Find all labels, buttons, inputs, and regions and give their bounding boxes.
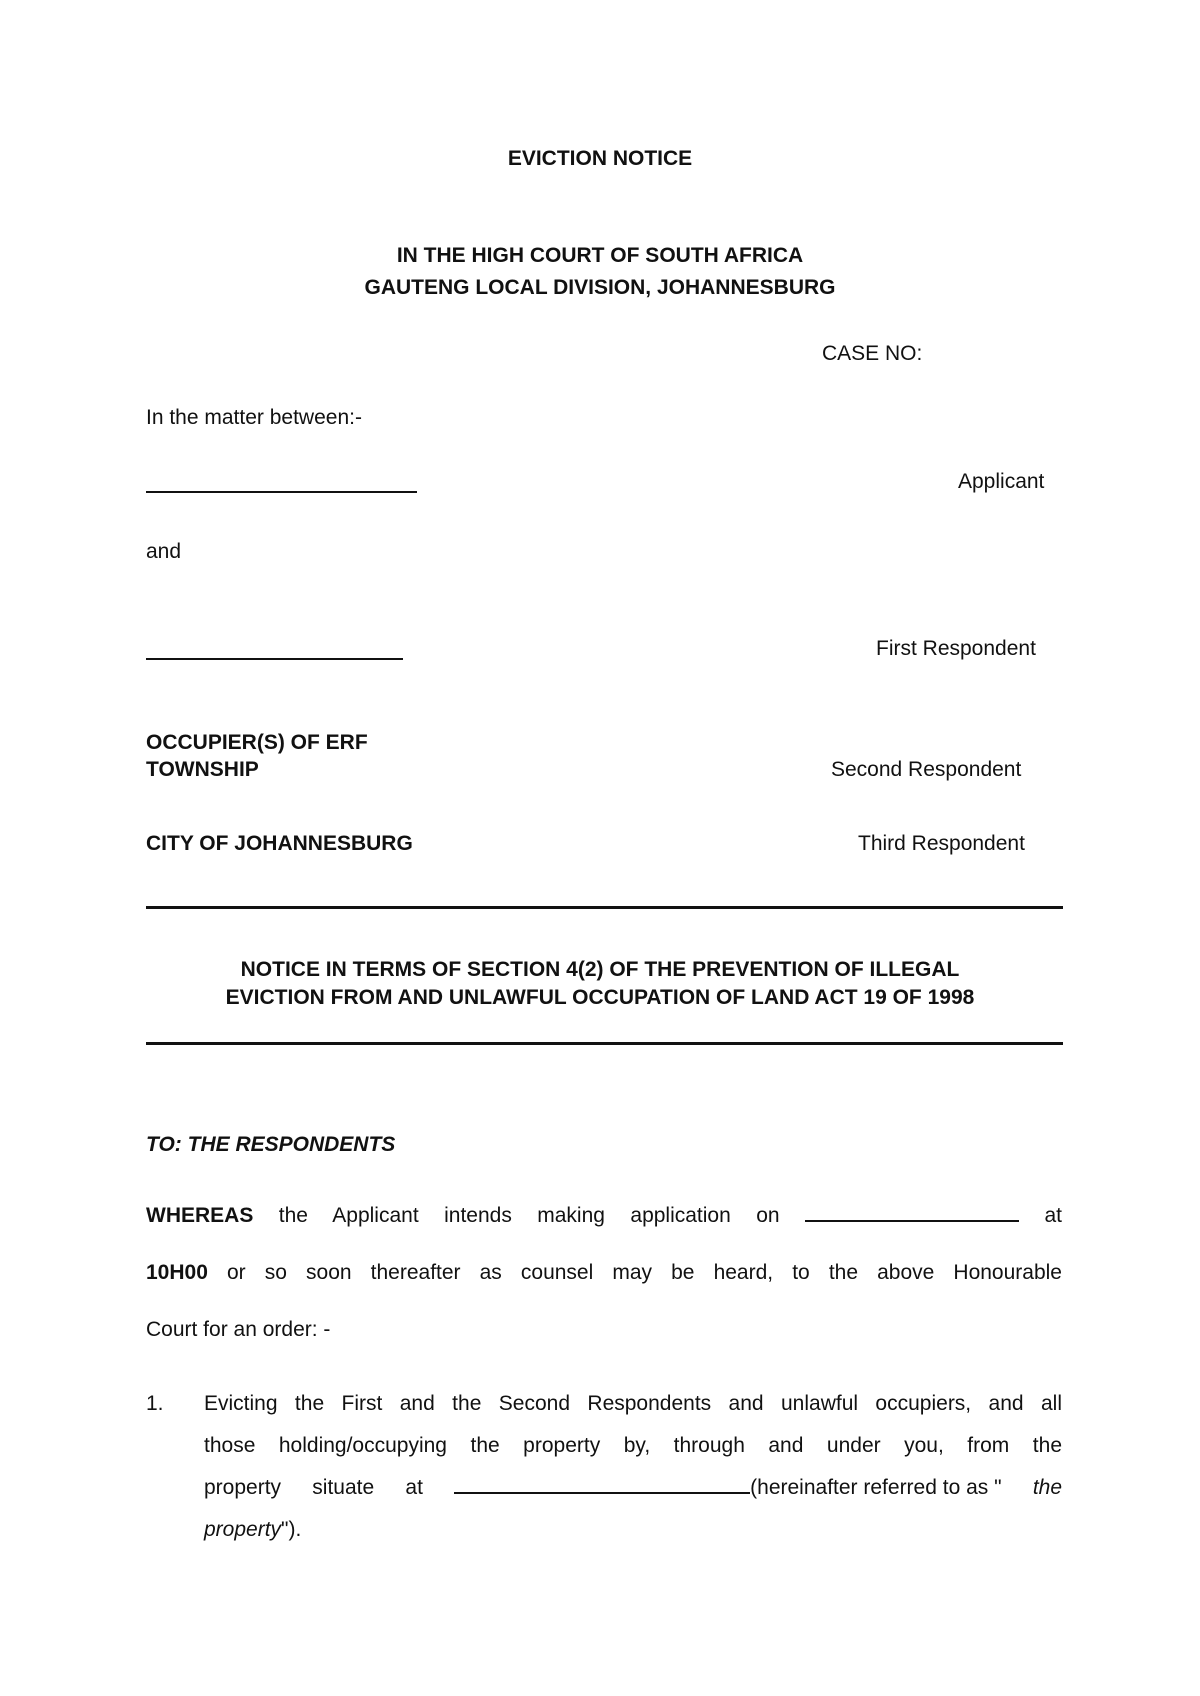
property-situate-text: property situate at xyxy=(204,1476,423,1499)
whereas-at: at xyxy=(1044,1204,1063,1227)
court-name: IN THE HIGH COURT OF SOUTH AFRICA xyxy=(396,244,804,267)
case-number-label: CASE NO: xyxy=(822,342,923,365)
applicant-name-blank xyxy=(146,490,417,493)
hearing-time: 10H00 xyxy=(146,1261,208,1284)
the-italic: the xyxy=(1032,1476,1063,1499)
document-title: EVICTION NOTICE xyxy=(507,147,693,170)
property-address-group xyxy=(454,1476,1001,1500)
order-item-line-1: Evicting the First and the Second Respondents and unlawful occupiers, and all xyxy=(204,1392,1062,1415)
whereas-text-2: or so soon thereafter as counsel may be heard, to the above Honourable xyxy=(226,1261,1062,1284)
whereas-text-1: the Applicant intends making application on xyxy=(278,1204,780,1227)
property-address-blank xyxy=(454,1491,750,1494)
third-respondent-name: CITY OF JOHANNESBURG xyxy=(146,832,413,855)
property-close: "). xyxy=(281,1518,302,1541)
order-item-line-3 xyxy=(204,1476,1062,1500)
whereas-line-3: Court for an order: - xyxy=(146,1318,331,1341)
notice-heading-line2: EVICTION FROM AND UNLAWFUL OCCUPATION OF LAND ACT 19 OF 1998 xyxy=(225,986,975,1009)
to-respondents: TO: THE RESPONDENTS xyxy=(146,1133,396,1156)
second-respondent-label: Second Respondent xyxy=(831,758,1022,781)
court-division: GAUTENG LOCAL DIVISION, JOHANNESBURG xyxy=(364,276,836,299)
hereinafter-text: (hereinafter referred to as " xyxy=(750,1476,1002,1499)
order-item-number: 1. xyxy=(146,1392,164,1415)
top-divider xyxy=(146,906,1063,909)
whereas-keyword: WHEREAS xyxy=(146,1204,254,1227)
order-item-line-4 xyxy=(204,1518,301,1542)
notice-heading-line1: NOTICE IN TERMS OF SECTION 4(2) OF THE PREVENTION OF ILLEGAL xyxy=(240,958,960,981)
first-respondent-name-blank xyxy=(146,657,403,660)
first-respondent-label: First Respondent xyxy=(876,637,1036,660)
and-label: and xyxy=(146,540,182,563)
third-respondent-label: Third Respondent xyxy=(858,832,1025,855)
second-respondent-name-line1: OCCUPIER(S) OF ERF xyxy=(146,731,368,754)
hearing-date-blank xyxy=(805,1219,1019,1222)
property-italic: property xyxy=(204,1518,282,1541)
second-respondent-name-line2: TOWNSHIP xyxy=(146,758,259,781)
bottom-divider xyxy=(146,1042,1063,1045)
matter-between: In the matter between:- xyxy=(146,406,362,429)
whereas-line-2 xyxy=(146,1261,1062,1285)
applicant-label: Applicant xyxy=(958,470,1045,493)
order-item-line-2: those holding/occupying the property by, through and under you, from the xyxy=(204,1434,1062,1457)
whereas-line-1 xyxy=(146,1204,1062,1228)
